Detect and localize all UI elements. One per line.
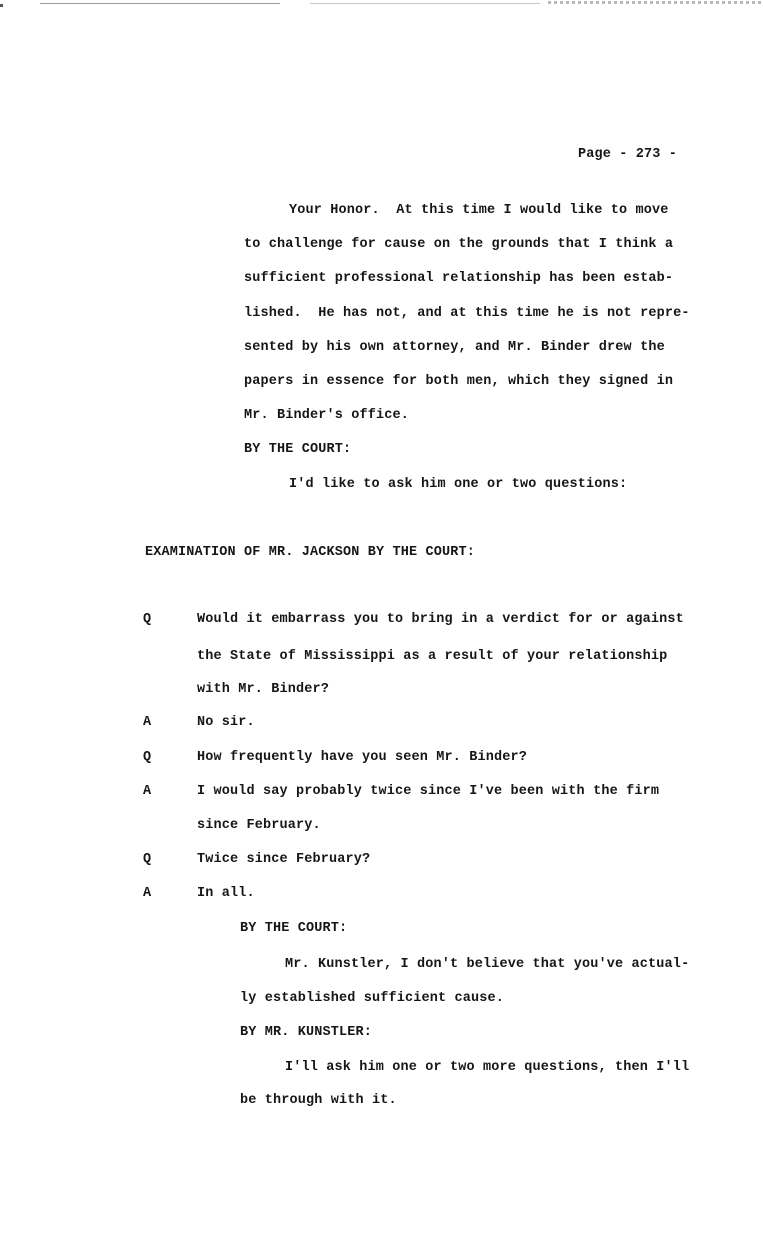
- statement-line: sufficient professional relationship has been estab-: [244, 271, 674, 286]
- page-number: Page - 273 -: [578, 147, 678, 162]
- qa-line: since February.: [197, 818, 321, 833]
- top-edge-line: [310, 3, 540, 4]
- qa-line: with Mr. Binder?: [197, 682, 330, 697]
- court-remark: ly established sufficient cause.: [240, 991, 505, 1006]
- top-edge-dotted-line: [548, 1, 763, 4]
- speaker-label: BY THE COURT:: [240, 921, 348, 936]
- qa-line: the State of Mississippi as a result of your relationship: [197, 649, 668, 664]
- court-remark: Mr. Kunstler, I don't believe that you've actual-: [285, 957, 690, 972]
- qa-mark: Q: [143, 612, 152, 627]
- qa-mark: Q: [143, 750, 152, 765]
- qa-line: I would say probably twice since I've been with the firm: [197, 784, 660, 799]
- qa-line: No sir.: [197, 715, 255, 730]
- statement-line: Your Honor. At this time I would like to move: [289, 203, 669, 218]
- statement-line: papers in essence for both men, which they signed in: [244, 374, 674, 389]
- qa-line: Would it embarrass you to bring in a verdict for or against: [197, 612, 684, 627]
- counsel-remark: be through with it.: [240, 1093, 397, 1108]
- counsel-remark: I'll ask him one or two more questions, then I'll: [285, 1060, 690, 1075]
- qa-mark: A: [143, 715, 152, 730]
- statement-line: to challenge for cause on the grounds that I think a: [244, 237, 674, 252]
- qa-mark: A: [143, 784, 152, 799]
- statement-line: lished. He has not, and at this time he is not repre-: [244, 306, 690, 321]
- speaker-label: BY MR. KUNSTLER:: [240, 1025, 373, 1040]
- speaker-label: BY THE COURT:: [244, 442, 352, 457]
- qa-mark: A: [143, 886, 152, 901]
- qa-line: Twice since February?: [197, 852, 371, 867]
- section-heading: EXAMINATION OF MR. JACKSON BY THE COURT:: [145, 545, 476, 560]
- qa-mark: Q: [143, 852, 152, 867]
- court-remark: I'd like to ask him one or two questions:: [289, 477, 628, 492]
- qa-line: In all.: [197, 886, 255, 901]
- scan-mark: [0, 4, 3, 7]
- statement-line: Mr. Binder's office.: [244, 408, 410, 423]
- statement-line: sented by his own attorney, and Mr. Binder drew the: [244, 340, 665, 355]
- qa-line: How frequently have you seen Mr. Binder?: [197, 750, 528, 765]
- top-edge-line: [40, 3, 280, 4]
